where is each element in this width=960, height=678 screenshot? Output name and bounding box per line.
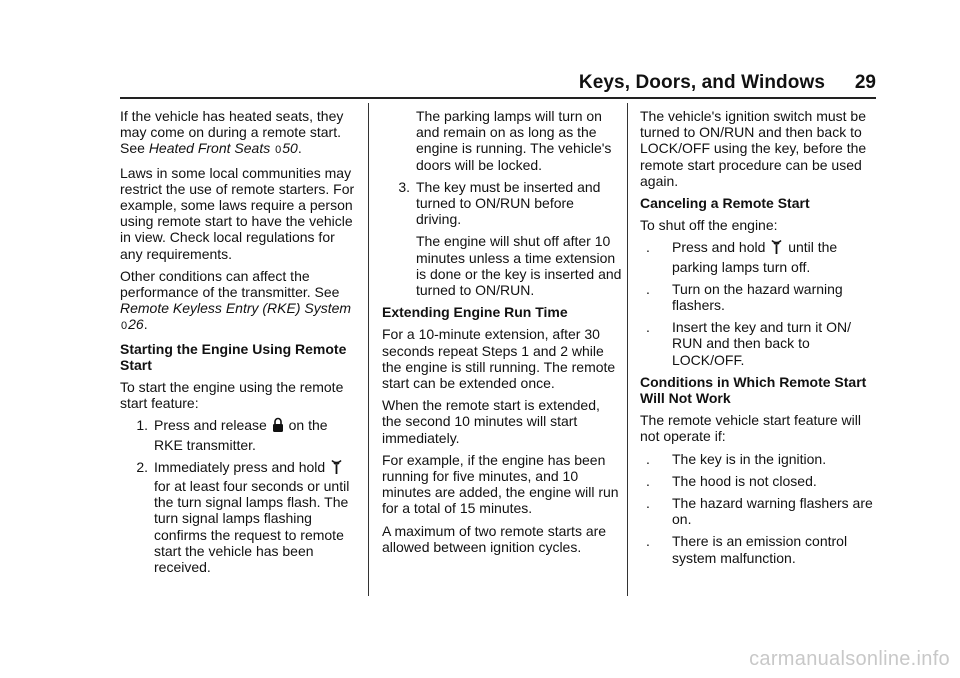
bullet: .: [646, 472, 650, 489]
bullet: .: [646, 533, 650, 550]
section-title: Keys, Doors, and Windows: [578, 72, 825, 93]
paragraph-maximum: A maximum of two remote starts are allowed between ignition cycles.: [382, 522, 607, 555]
paragraph-ignition-switch: The vehicle's ignition switch must be turned to ON/RUN and then back to LOCK/OFF using the key, before the remote start procedure can be used again.: [640, 108, 867, 189]
step-1: 1. Press and release on the RKE transmitter.: [136, 417, 328, 453]
list-item: . The hood is not closed.: [640, 473, 880, 489]
heading-extending-run-time: Extending Engine Run Time: [382, 304, 568, 321]
page-ref-26[interactable]: 26: [128, 316, 144, 333]
heading-conditions: Conditions in Which Remote Start Will Not Work: [640, 373, 867, 407]
column-2: [382, 108, 622, 561]
list-item: . There is an emission control system malfunction.: [640, 533, 880, 565]
paragraph-heated-seats: If the vehicle has heated seats, they may come on during a remote start. See Heated Front Seats 050.: [120, 108, 344, 157]
column-divider-right: [627, 103, 628, 596]
step-2: 2. Immediately press and hold for at least four seconds or until the turn signal lamps flash. The turn signal lamps flashing confirms the request to remote start the vehicle has been received.: [136, 458, 350, 576]
bullet: .: [646, 450, 650, 467]
lock-icon: [272, 417, 284, 436]
heading-starting-engine: Starting the Engine Using Remote Start: [120, 340, 347, 373]
page-ref-arrow: 0: [121, 320, 128, 333]
list-item: . Insert the key and turn it ON/ RUN and then back to LOCK/OFF.: [640, 319, 880, 368]
paragraph-example: For example, if the engine has been running for five minutes, and 10 minutes are added, the engine will run for a total of 15 minutes.: [382, 451, 619, 517]
list-item: . Press and hold until the parking lamps turn off.: [640, 239, 880, 274]
watermark: carmanualsonline.info: [749, 648, 950, 670]
column-3: [640, 108, 880, 572]
paragraph-start-intro: To start the engine using the remote start feature:: [120, 379, 344, 412]
paragraph-shut-off: To shut off the engine:: [640, 217, 778, 234]
paragraph-engine-shutoff: The engine will shut off after 10 minutes unless a time extension is done or the key is inserted and turned to ON/RUN.: [416, 233, 622, 299]
paragraph-extension: For a 10-minute extension, after 30 seconds repeat Steps 1 and 2 while the engine is still running. The remote start can be extended once.: [382, 326, 616, 392]
paragraph-extended: When the remote start is extended, the second 10 minutes will start immediately.: [382, 397, 600, 446]
page-number: 29: [854, 72, 876, 93]
remote-start-icon: [770, 239, 783, 258]
paragraph-not-operate: The remote vehicle start feature will not operate if:: [640, 412, 861, 445]
link-rke-system[interactable]: Remote Keyless Entry (RKE) System: [120, 300, 352, 317]
page-ref-arrow: 0: [275, 144, 282, 157]
paragraph-transmitter: Other conditions can affect the performance of the transmitter. See Remote Keyless Entry (RKE) System 026.: [120, 267, 352, 333]
bullet: .: [646, 280, 650, 297]
remote-start-icon: [330, 459, 343, 478]
link-heated-front-seats[interactable]: Heated Front Seats: [148, 140, 271, 157]
bullet: .: [646, 495, 650, 512]
list-item: . The key is in the ignition.: [640, 451, 880, 467]
page-ref-50[interactable]: 50: [282, 140, 298, 157]
paragraph-parking-lamps: The parking lamps will turn on and remain on as long as the engine is running. The vehicle's doors will be locked.: [416, 108, 612, 173]
list-item: . The hazard warning flashers are on.: [640, 495, 880, 527]
column-divider-left: [368, 103, 369, 596]
column-1: [120, 108, 360, 581]
list-item: . Turn on the hazard warning flashers.: [640, 281, 880, 313]
paragraph-local-laws: Laws in some local communities may restrict the use of remote starters. For example, some laws require a person using remote start to have the vehicle in view. Check local regulations for any requirements.: [120, 164, 355, 262]
header-rule: [120, 97, 876, 99]
heading-canceling: Canceling a Remote Start: [640, 195, 810, 212]
step-3: 3. The key must be inserted and turned to ON/RUN before driving.: [398, 178, 601, 228]
bullet: .: [646, 319, 650, 336]
bullet: .: [646, 239, 650, 256]
